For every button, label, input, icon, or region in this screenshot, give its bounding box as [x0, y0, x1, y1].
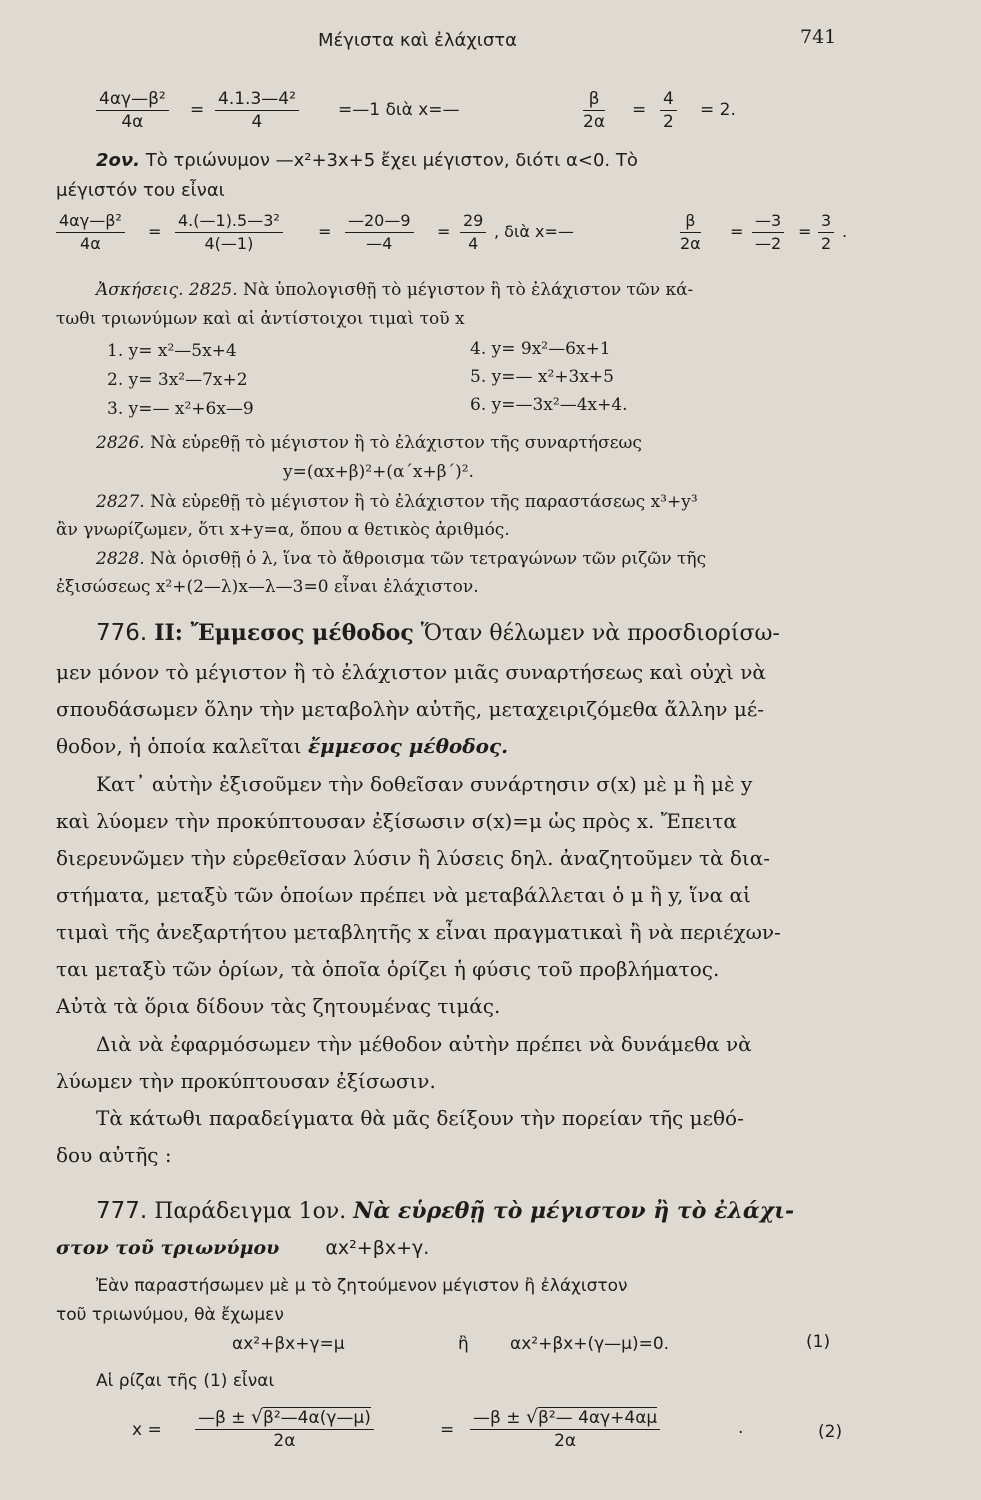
- paragraph-line: τοῦ τριωνύμου, θὰ ἔχωμεν: [56, 1305, 284, 1325]
- exercise-2828-line1: 2828. Νὰ ὁρισθῇ ὁ λ, ἵνα τὸ ἄθροισμα τῶν τετραγώνων τῶν ριζῶν τῆς: [96, 549, 707, 569]
- exercise-2825-line1: Ἀσκήσεις. 2825. Νὰ ὑπολογισθῇ τὸ μέγιστον ἢ τὸ ἐλάχιστον τῶν κά-: [96, 280, 694, 300]
- fraction: $\frac{\text{—β ± √β²— 4αγ+4αμ}}{2\alpha}$: [470, 1406, 660, 1452]
- page-number: 741: [800, 26, 837, 48]
- list-item: 1. y= x²—5x+4: [107, 341, 237, 361]
- paragraph-line: καὶ λύομεν τὴν προκύπτουσαν ἐξίσωσιν σ(x)=μ ὡς πρὸς x. Ἔπειτα: [56, 809, 737, 833]
- fraction: $\frac{29}{4}$: [460, 210, 486, 255]
- paragraph-line: Τὰ κάτωθι παραδείγματα θὰ μᾶς δείξουν τὴν πορείαν τῆς μεθό-: [96, 1106, 744, 1130]
- paragraph-line: σπουδάσωμεν ὅλην τὴν μεταβολὴν αὐτῆς, μεταχειριζόμεθα ἄλλην μέ-: [56, 697, 764, 721]
- fraction: $\frac{\beta}{2\alpha}$: [680, 211, 701, 253]
- paragraph-line: στήματα, μεταξὺ τῶν ὁποίων πρέπει νὰ μεταβάλλεται ὁ μ ἢ y, ἵνα αἱ: [56, 883, 751, 907]
- list-item: 6. y=—3x²—4x+4.: [470, 395, 628, 415]
- exercise-2825-line2: τωθι τριωνύμων καὶ αἱ ἀντίστοιχοι τιμαὶ τοῦ x: [56, 309, 465, 329]
- running-header: Μέγιστα καὶ ἐλάχιστα: [318, 30, 517, 51]
- list-item: 2. y= 3x²—7x+2: [107, 370, 248, 390]
- second-case-line2: μέγιστόν του εἶναι: [56, 180, 225, 201]
- exercise-2828-line2: ἐξισώσεως x²+(2—λ)x—λ—3=0 εἶναι ἐλάχιστον.: [56, 577, 479, 597]
- book-page: Μέγιστα καὶ ἐλάχιστα 741 $\frac{\text{4αγ—β²}}{4\alpha}$ = $\frac{\text{4.1.3—4²}}{4}$ =—1 διὰ x=— $\frac{\beta}{2\alpha}$ = $\frac{4}{2}$ = 2. 2ον. Τὸ τριώνυμον —x²+3x+5 ἔχει μέγιστον, διότι α<0. Τὸ μέγιστόν του εἶναι $\frac{\text{4αγ—β²}}{4\alpha}$ = $\frac{\text{4.(—1).5—3²}}{4(—1)}$ = $\frac{—20—9}{—4}$ = $\frac{29}{4}$ , διὰ x=— $\frac{\beta}{2\alpha}$ = $\frac{—3}{—2}$ = $\frac{3}{2}$ . Ἀσκήσεις. 2825. Νὰ ὑπολογισθῇ τὸ μέγιστον ἢ τὸ ἐλάχιστον τῶν κά- τωθι τριωνύμων καὶ αἱ ἀντίστοιχοι τιμαὶ τοῦ x 1. y= x²—5x+4 2. y= 3x²—7x+2 3. y=— x²+6x—9 4. y= 9x²—6x+1 5. y=— x²+3x+5 6. y=—3x²—4x+4. 2826. Νὰ εὑρεθῇ τὸ μέγιστον ἢ τὸ ἐλάχιστον τῆς συναρτήσεως y=(αx+β)²+(α΄x+β΄)². 2827. Νὰ εὑρεθῇ τὸ μέγιστον ἢ τὸ ἐλάχιστον τῆς παραστάσεως x³+y³ ἂν γνωρίζωμεν, ὅτι x+y=α, ὅπου α θετικὸς ἀριθμός. 2828. Νὰ ὁρισθῇ ὁ λ, ἵνα τὸ ἄθροισμα τῶν τετραγώνων τῶν ριζῶν τῆς ἐξισώσεως x²+(2—λ)x—λ—3=0 εἶναι ἐλάχιστον. 776. II: Ἔμμεσος μέθοδος Ὅταν θέλωμεν νὰ προσδιορίσω- μεν μόνον τὸ μέγιστον ἢ τὸ ἐλάχιστον μιᾶς συναρτήσεως καὶ οὐχὶ νὰ σπουδάσωμεν ὅλην τὴν μεταβολὴν αὐτῆς, μεταχειριζόμεθα ἄλλην μέ- θοδον, ἡ ὁποία καλεῖται ἔμμεσος μέθοδος. Κατ᾿ αὐτὴν ἐξισοῦμεν τὴν δοθεῖσαν συνάρτησιν σ(x) μὲ μ ἢ μὲ y καὶ λύομεν τὴν προκύπτουσαν ἐξίσωσιν σ(x)=μ ὡς πρὸς x. Ἔπειτα διερευνῶμεν τὴν εὑρεθεῖσαν λύσιν ἢ λύσεις δηλ. ἀναζητοῦμεν τὰ δια- στήματα, μεταξὺ τῶν ὁποίων πρέπει νὰ μεταβάλλεται ὁ μ ἢ y, ἵνα αἱ τιμαὶ τῆς ἀνεξαρτήτου μεταβλητῆς x εἶναι πραγματικαὶ ἢ νὰ περιέχων- ται μεταξὺ τῶν ὁρίων, τὰ ὁποῖα ὁρίζει ἡ φύσις τοῦ προβλήματος. Αὐτὰ τὰ ὅρια δίδουν τὰς ζητουμένας τιμάς. Διὰ νὰ ἐφαρμόσωμεν τὴν μέθοδον αὐτὴν πρέπει νὰ δυνάμεθα νὰ λύωμεν τὴν προκύπτουσαν ἐξίσωσιν. Τὰ κάτωθι παραδείγματα θὰ μᾶς δείξουν τὴν πορείαν τῆς μεθό- δου αὐτῆς : 777. Παράδειγμα 1ον. Νὰ εὑρεθῇ τὸ μέγιστον ἢ τὸ ἐλάχι- στον τοῦ τριωνύμου αx²+βx+γ. Ἐὰν παραστήσωμεν μὲ μ τὸ ζητούμενον μέγιστον ἢ ἐλάχιστον τοῦ τριωνύμου, θὰ ἔχωμεν αx²+βx+γ=μ ἢ αx²+βx+(γ—μ)=0. (1) Αἱ ρίζαι τῆς (1) εἶναι x = $\frac{\text{—β ± √β²—4α(γ—μ)}}{2\alpha}$ = $\frac{\text{—β ± √β²— 4αγ+4αμ}}{2\alpha}$ . (2): [56, 26, 848, 1451]
- fraction: $\frac{\text{4αγ—β²}}{4\alpha}$: [56, 210, 125, 255]
- paragraph-line: Διὰ νὰ ἐφαρμόσωμεν τὴν μέθοδον αὐτὴν πρέπει νὰ δυνάμεθα νὰ: [96, 1032, 752, 1056]
- section-777-line2: στον τοῦ τριωνύμου αx²+βx+γ.: [56, 1237, 430, 1259]
- equation-number: (1): [806, 1332, 831, 1352]
- fraction: $\frac{—3}{—2}$: [752, 210, 784, 255]
- fraction: $\frac{\text{4.1.3—4²}}{4}$: [215, 88, 299, 133]
- fraction: $\frac{\beta}{2\alpha}$: [583, 89, 606, 132]
- paragraph-line: Ἐὰν παραστήσωμεν μὲ μ τὸ ζητούμενον μέγιστον ἢ ἐλάχιστον: [96, 1276, 628, 1296]
- list-item: 4. y= 9x²—6x+1: [470, 339, 611, 359]
- fraction: $\frac{4}{2}$: [660, 88, 677, 133]
- equation-number: (2): [818, 1422, 843, 1442]
- paragraph-line: δου αὐτῆς :: [56, 1143, 172, 1167]
- paragraph-line: Αἱ ρίζαι τῆς (1) εἶναι: [96, 1371, 275, 1391]
- list-item: 3. y=— x²+6x—9: [107, 399, 254, 419]
- paragraph-line: λύωμεν τὴν προκύπτουσαν ἐξίσωσιν.: [56, 1069, 436, 1093]
- exercise-2827-line2: ἂν γνωρίζωμεν, ὅτι x+y=α, ὅπου α θετικὸς ἀριθμός.: [56, 520, 510, 540]
- paragraph-line: ται μεταξὺ τῶν ὁρίων, τὰ ὁποῖα ὁρίζει ἡ φύσις τοῦ προβλήματος.: [56, 957, 720, 981]
- paragraph-line: τιμαὶ τῆς ἀνεξαρτήτου μεταβλητῆς x εἶναι πραγματικαὶ ἢ νὰ περιέχων-: [56, 920, 781, 944]
- fraction: $\frac{\text{—β ± √β²—4α(γ—μ)}}{2\alpha}$: [195, 1406, 374, 1452]
- fraction: $\frac{\text{4αγ—β²}}{4\alpha}$: [96, 88, 169, 133]
- second-case-line: 2ον. Τὸ τριώνυμον —x²+3x+5 ἔχει μέγιστον, διότι α<0. Τὸ: [96, 150, 638, 171]
- paragraph-line: θοδον, ἡ ὁποία καλεῖται ἔμμεσος μέθοδος.: [56, 734, 509, 758]
- paragraph-line: διερευνῶμεν τὴν εὑρεθεῖσαν λύσιν ἢ λύσεις δηλ. ἀναζητοῦμεν τὰ δια-: [56, 846, 771, 870]
- paragraph-line: Αὐτὰ τὰ ὅρια δίδουν τὰς ζητουμένας τιμάς.: [56, 994, 501, 1018]
- list-item: 5. y=— x²+3x+5: [470, 367, 614, 387]
- fraction: $\frac{3}{2}$: [818, 210, 834, 255]
- section-777-heading: 777. Παράδειγμα 1ον. Νὰ εὑρεθῇ τὸ μέγιστον ἢ τὸ ἐλάχι-: [96, 1198, 795, 1224]
- section-776-heading: 776. II: Ἔμμεσος μέθοδος Ὅταν θέλωμεν νὰ προσδιορίσω-: [96, 620, 780, 646]
- equation-1-left: αx²+βx+γ=μ: [232, 1334, 345, 1354]
- fraction: $\frac{—20—9}{—4}$: [345, 210, 414, 255]
- exercise-2826-line2: y=(αx+β)²+(α΄x+β΄)².: [283, 462, 474, 482]
- paragraph-line: Κατ᾿ αὐτὴν ἐξισοῦμεν τὴν δοθεῖσαν συνάρτησιν σ(x) μὲ μ ἢ μὲ y: [96, 772, 753, 796]
- equation-1-right: αx²+βx+(γ—μ)=0.: [510, 1334, 670, 1354]
- fraction: $\frac{\text{4.(—1).5—3²}}{4(—1)}$: [175, 210, 283, 255]
- exercise-2826-line1: 2826. Νὰ εὑρεθῇ τὸ μέγιστον ἢ τὸ ἐλάχιστον τῆς συναρτήσεως: [96, 433, 642, 453]
- paragraph-line: μεν μόνον τὸ μέγιστον ἢ τὸ ἐλάχιστον μιᾶς συναρτήσεως καὶ οὐχὶ νὰ: [56, 660, 766, 684]
- exercise-2827-line1: 2827. Νὰ εὑρεθῇ τὸ μέγιστον ἢ τὸ ἐλάχιστον τῆς παραστάσεως x³+y³: [96, 492, 698, 512]
